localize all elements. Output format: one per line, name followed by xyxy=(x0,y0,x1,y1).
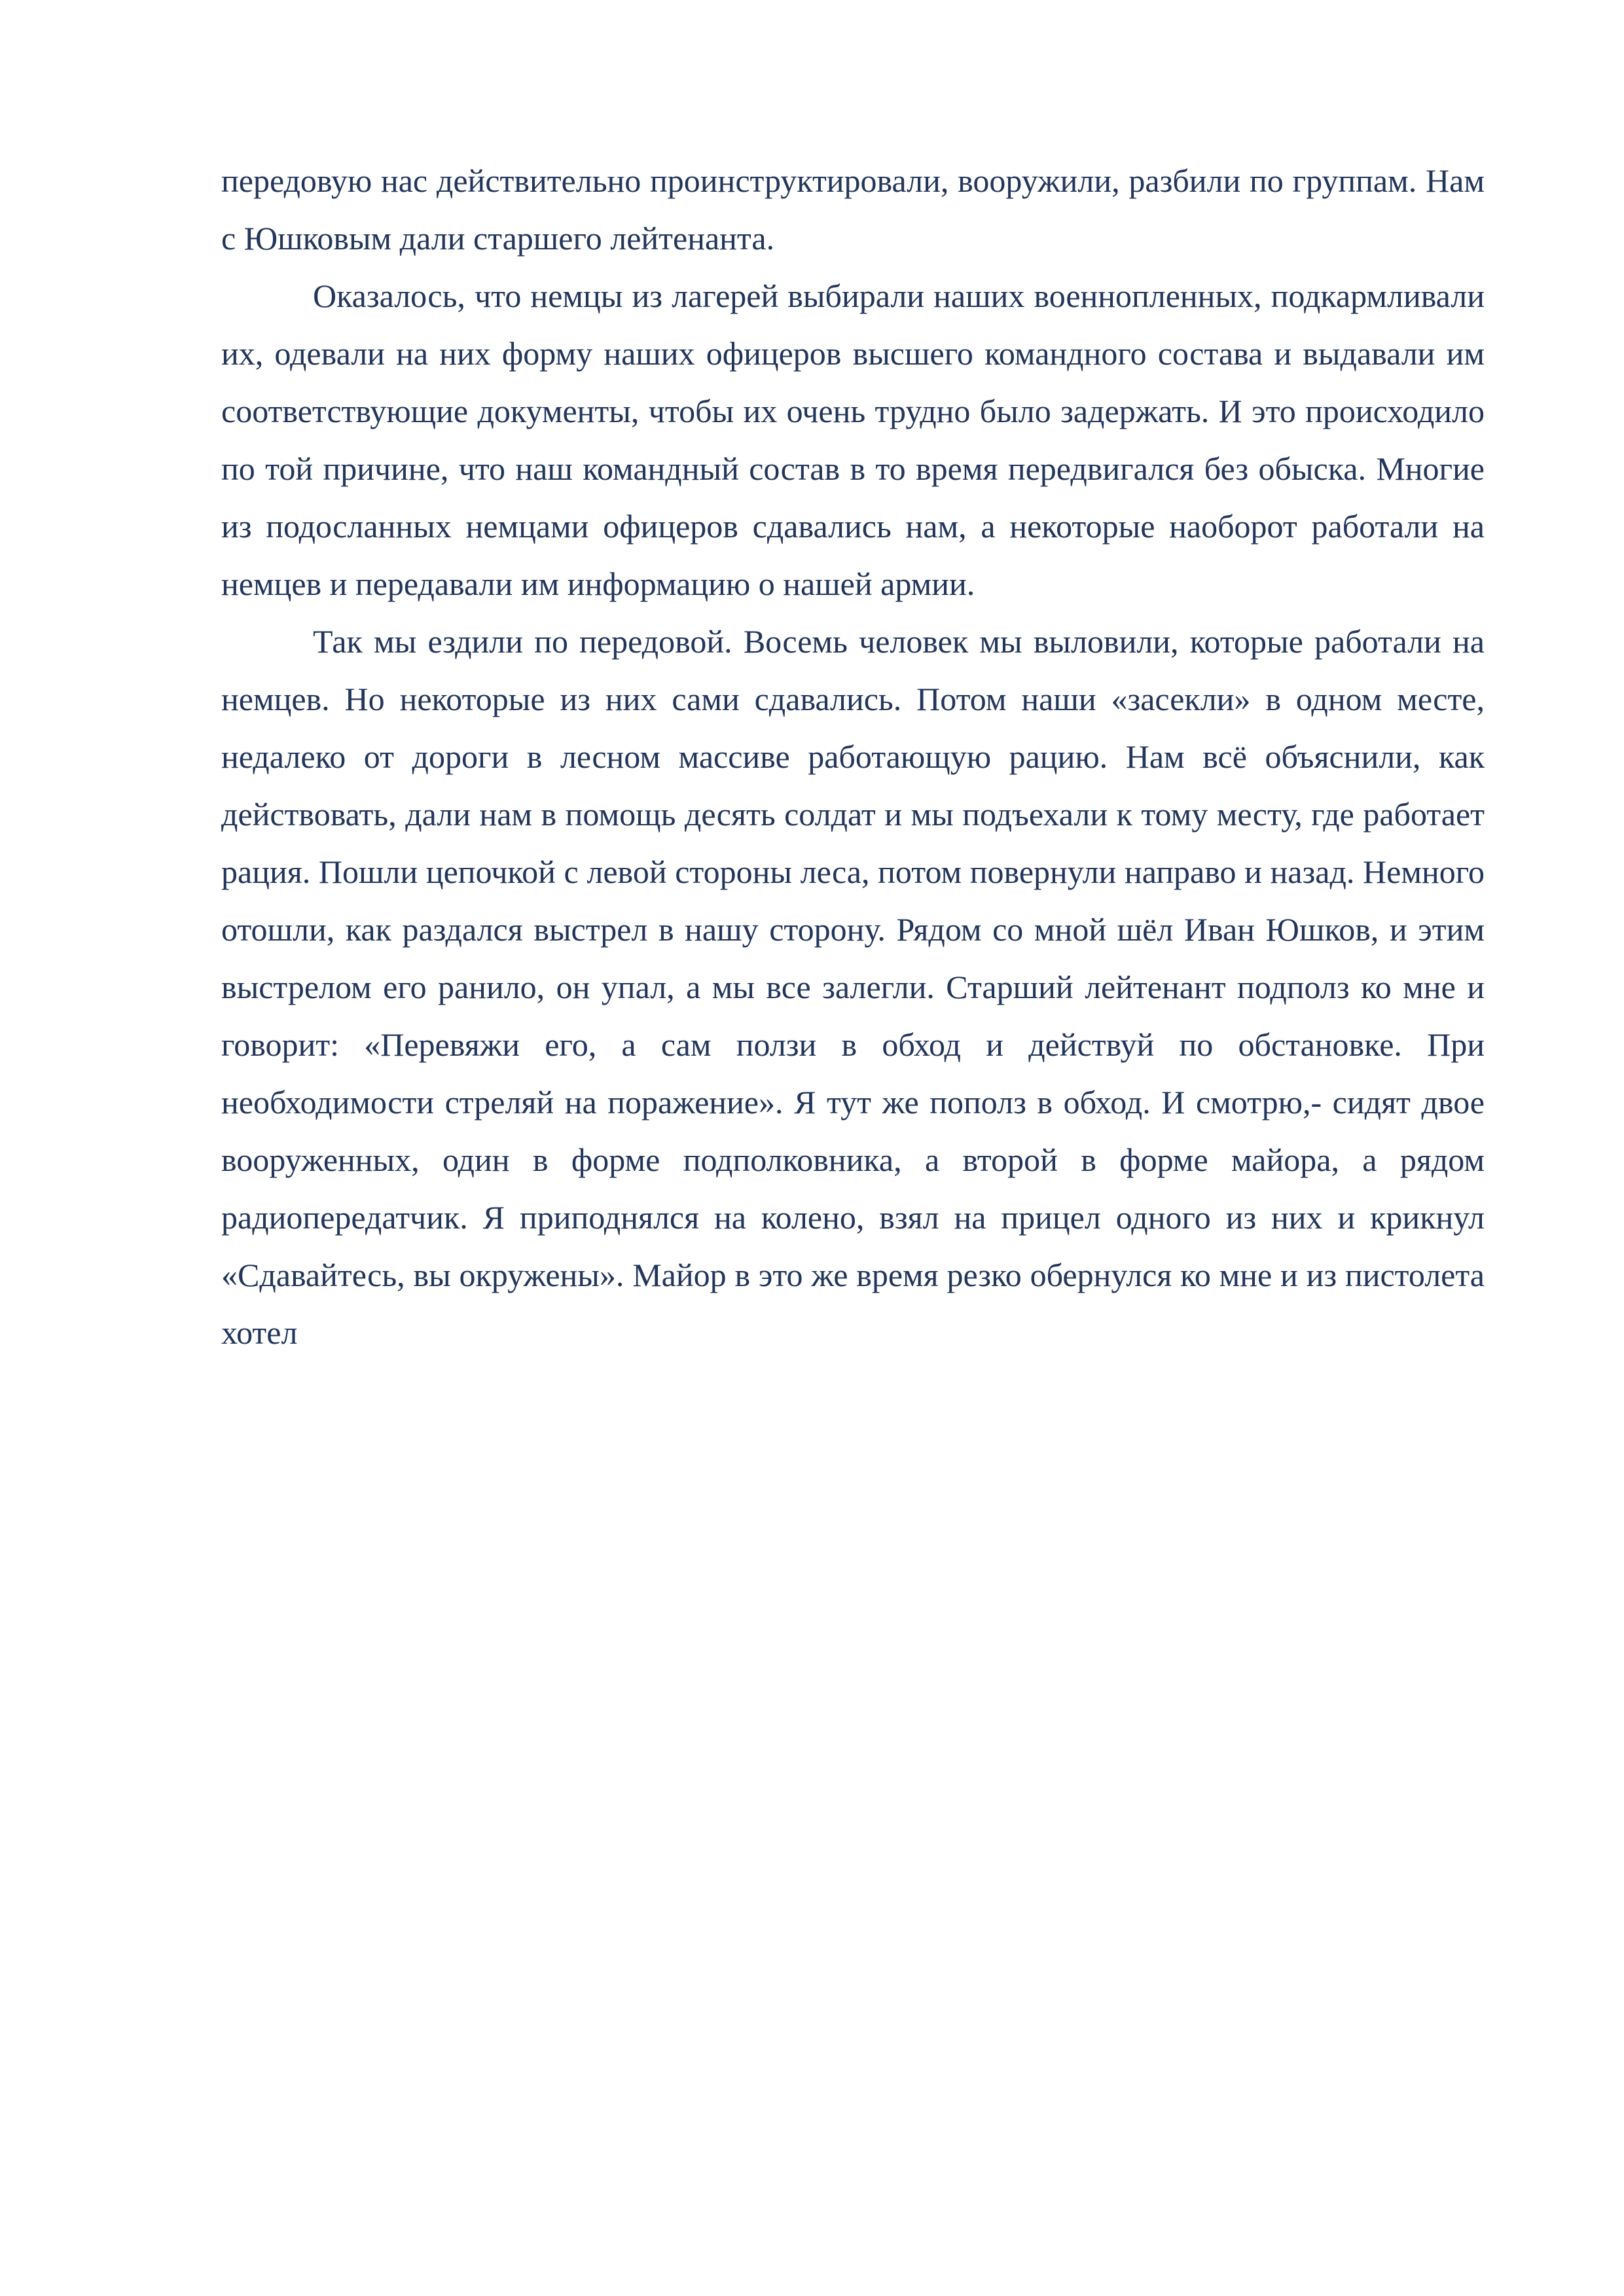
paragraph-1: передовую нас действительно проинструктировали, вооружили, разбили по группам. Нам с Юшковым дали старшего лейтенанта. xyxy=(221,162,1485,257)
document-text-body xyxy=(221,152,1485,1361)
paragraph-3: Так мы ездили по передовой. Восемь человек мы выловили, которые работали на немцев. Но некоторые из них сами сдавались. Потом наши «засекли» в одном месте, недалеко от дороги в лесном массиве работающую рацию. Нам всё объяснили, как действовать, дали нам в помощь десять солдат и мы подъехали к тому месту, где работает рация. Пошли цепочкой с левой стороны леса, потом повернули направо и назад. Немного отошли, как раздался выстрел в нашу сторону. Рядом со мной шёл Иван Юшков, и этим выстрелом его ранило, он упал, а мы все залегли. Старший лейтенант подполз ко мне и говорит: «Перевяжи его, а сам ползи в обход и действуй по обстановке. При необходимости стреляй на поражение». Я тут же пополз в обход. И смотрю,- сидят двое вооруженных, один в форме подполковника, а второй в форме майора, а рядом радиопередатчик. Я приподнялся на колено, взял на прицел одного из них и крикнул «Сдавайтесь, вы окружены». Майор в это же время резко обернулся ко мне и из пистолета хотел xyxy=(221,623,1485,1351)
paragraph-2: Оказалось, что немцы из лагерей выбирали наших военнопленных, подкармливали их, одевали на них форму наших офицеров высшего командного состава и выдавали им соответствующие документы, чтобы их очень трудно было задержать. И это происходило по той причине, что наш командный состав в то время передвигался без обыска. Многие из подосланных немцами офицеров сдавались нам, а некоторые наоборот работали на немцев и передавали им информацию о нашей армии. xyxy=(221,278,1485,602)
